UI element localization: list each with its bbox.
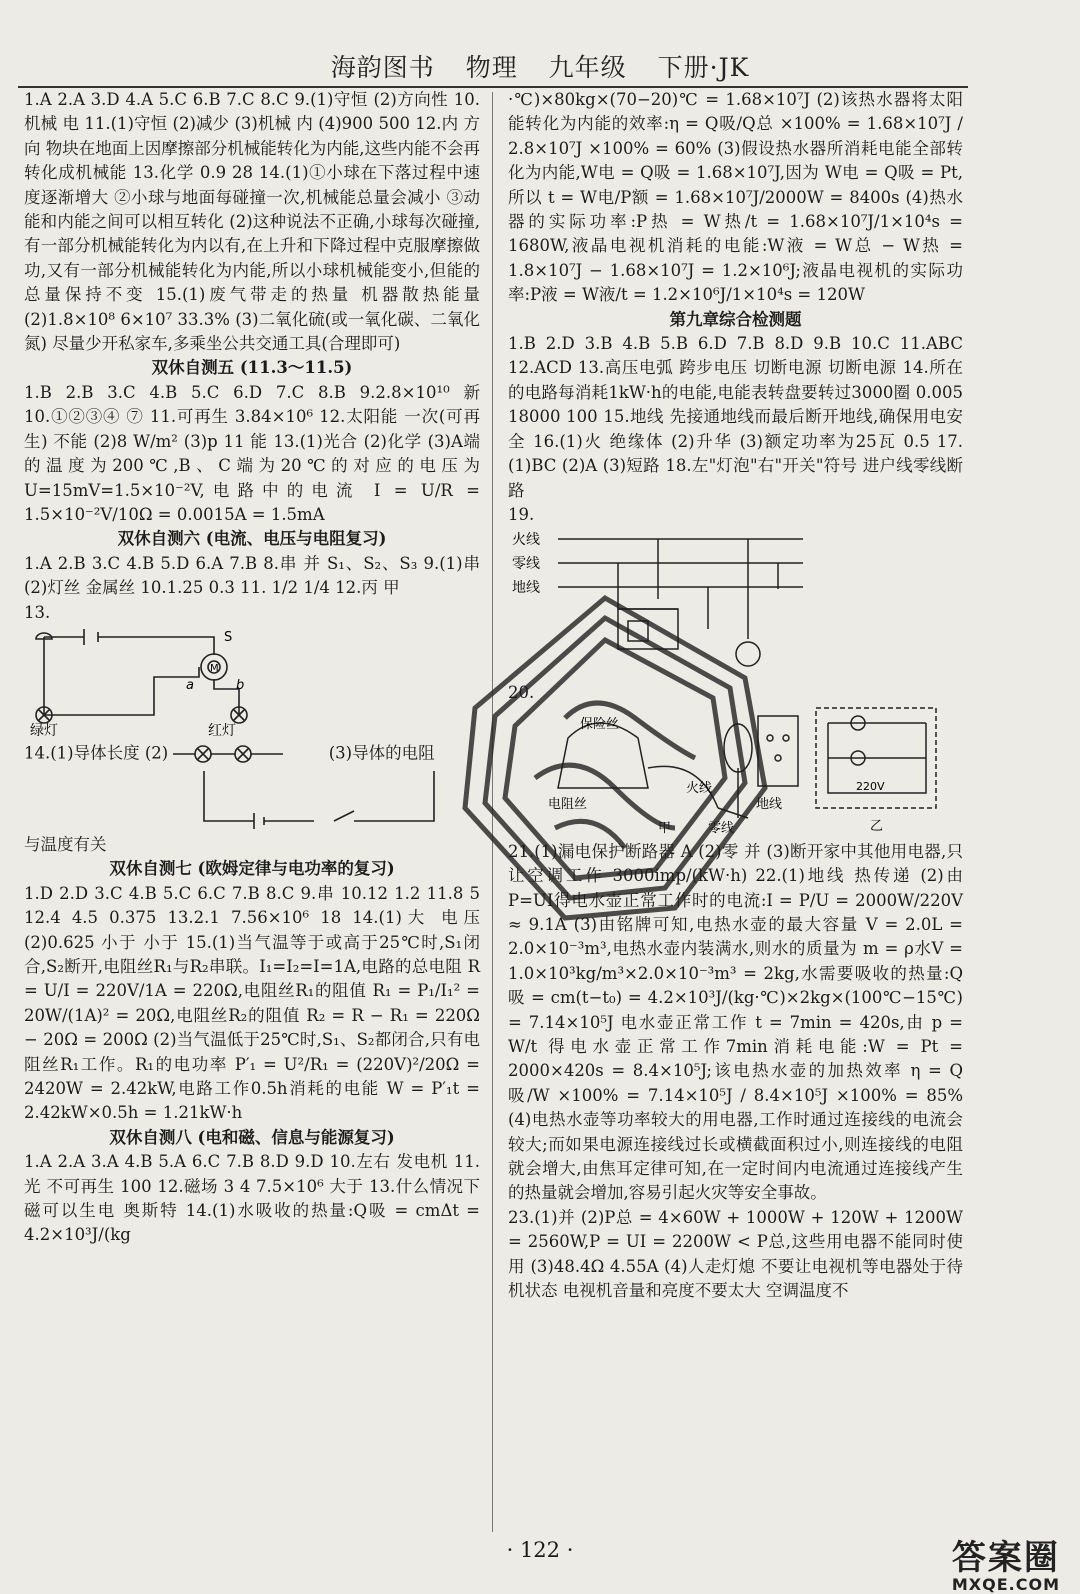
fig13-a: a: [186, 677, 194, 693]
section-title-6: 双休自测六 (电流、电压与电阻复习): [117, 529, 387, 549]
answers-block-2: 1.B 2.B 3.C 4.B 5.C 6.D 7.C 8.B 9.2.8×10¹⁰ 新 10.①②③④ ⑦ 11.可再生 3.84×10⁶ 12.太阳能 一次(可再生) 不能 (2)8 W/m² (3)p 11 能 13.(1)光合 (2)化学 (3)A端的温度为200℃,B、C端为20℃的对应的电压为U=15mV=1.5×10⁻²V,电路中的电流 I = U/R = 1.5×10⁻²V/10Ω = 0.0015A = 1.5mA: [24, 382, 480, 524]
fig20-yi: 乙: [870, 818, 884, 834]
fig19-neutral: 零线: [512, 556, 540, 573]
fig13-b: b: [236, 677, 245, 693]
answers-block-1: 1.A 2.A 3.D 4.A 5.C 6.B 7.C 8.C 9.(1)守恒 (2)方向性 10.机械 电 11.(1)守恒 (2)减少 (3)机械 内 (4)900 500 12.内 方向 物块在地面上因摩擦部分机械能转化为内能,这些内能不会再转化成机械能 13.化学 0.9 28 14.(1)①小球在下落过程中速度逐渐增大 ②小球与地面每碰撞一次,机械能总量会减小 ③动能和内能之间可以相互转化 (2)这种说法不正确,小球每次碰撞,有一部分机械能转化为内以有,在上升和下降过程中克服摩擦做功,又有一部分机械能转化为内能,所以小球机械能变小,但能的总量保持不变 15.(1)废气带走的热量 机器散热能量 (2)1.8×10⁸ 6×10⁷ 33.3% (3)二氧化硫(或一氧化碳、二氧化氮) 尽量少开私家车,多乘坐公共交通工具(合理即可): [24, 90, 480, 354]
question-13-label: 13.: [24, 602, 51, 622]
answers-block-r2: 1.B 2.D 3.B 4.B 5.B 6.D 7.B 8.D 9.B 10.C 11.ABC 12.ACD 13.高压电弧 跨步电压 切断电源 切断电源 14.所在的电路每消耗1kW·h的电能,电能表转盘要转过3000圈 0.005 18000 100 15.地线 先接通地线而最后断开地线,确保用电安全 16.(1)火 绝缘体 (2)升华 (3)额定功率为25瓦 0.5 17.(1)BC (2)A (3)短路 18.左"灯泡"右"开关"符号 进户线零线断路: [508, 334, 963, 500]
fig20-live: 火线: [686, 780, 713, 796]
section-title-7: 双休自测七 (欧姆定律与电功率的复习): [109, 859, 395, 879]
seal-stamp-icon: [445, 588, 775, 928]
section-title-9: 第九章综合检测题: [669, 309, 802, 329]
fig20-jia: 甲: [658, 820, 672, 836]
question-19-label: 19.: [508, 504, 535, 524]
fig20-neutral: 零线: [708, 820, 735, 836]
fig20-ground: 地线: [756, 796, 783, 812]
watermark-site: MXQE.COM: [951, 1575, 1060, 1594]
page-header: [0, 48, 1080, 84]
circuit-figure-14-bottom: [174, 771, 474, 831]
volume: 下册·JK: [657, 53, 750, 82]
fig13-s: S: [224, 629, 233, 645]
question-20-label: 20.: [508, 683, 535, 703]
subject: 物理: [465, 53, 518, 82]
watermark: [952, 1530, 1060, 1594]
answers-block-r1: ·℃)×80kg×(70−20)℃ = 1.68×10⁷J (2)该热水器将太阳能转化为内能的效率:η = Q吸/Q总 ×100% = 1.68×10⁷J / 2.8×10⁷J ×100% = 60% (3)假设热水器所消耗电能全部转化为内能,W电 = Q吸 = 1.68×10⁷J,因为 W电 = Q吸 = Pt,所以 t = W电/P额 = 1.68×10⁷J/2000W = 8400s (4)热水器的实际功率:P热 = W热/t = 1.68×10⁷J/1×10⁴s = 1680W,液晶电视机消耗的电能:W液 = W总 − W热 = 1.8×10⁷J − 1.68×10⁷J = 1.2×10⁶J;液晶电视机的实际功率:P液 = W液/t = 1.2×10⁶J/1×10⁴s = 120W: [508, 90, 963, 305]
answers-block-r4: 23.(1)并 (2)P总 = 4×60W + 1000W + 120W + 1200W = 2560W,P = UI = 2200W < P总,这些用电器不能同时使用 (3)48.4Ω 4.55A (4)人走灯熄 不要让电视机等电器处于待机状态 电视机音量和亮度不要太大 空调温度不: [508, 1207, 963, 1301]
fig19-ground: 地线: [512, 580, 540, 597]
watermark-main: 答案圈: [951, 1538, 1060, 1578]
fig20-res: 电阻丝: [548, 796, 588, 812]
fig20-volt: 220V: [856, 779, 885, 793]
grade: 九年级: [548, 53, 627, 82]
q14-b: (3)导体的电阻: [328, 743, 435, 763]
circuit-figure-13: [24, 627, 264, 737]
question-14-line: [24, 739, 480, 769]
fig20-fuse: 保险丝: [580, 716, 620, 732]
section-title-8: 双休自测八 (电和磁、信息与能源复习): [109, 1127, 395, 1147]
answers-block-4: 1.D 2.D 3.C 4.B 5.C 6.C 7.B 8.C 9.串 10.12 1.2 11.8 5 12.4 4.5 0.375 13.2.1 7.56×10⁶ 18 14.(1)大 电压 (2)0.625 小于 小于 15.(1)当气温等于或高于25℃时,S₁闭合,S₂断开,电阻丝R₁与R₂串联。I₁=I₂=I=1A,电路的总电阻 R = U/I = 220V/1A = 220Ω,电阻丝R₁的阻值 R₁ = P₁/I₁² = 20W/(1A)² = 20Ω,电阻丝R₂的阻值 R₂ = R − R₁ = 220Ω − 20Ω = 200Ω (2)当气温低于25℃时,S₁、S₂都闭合,只有电阻丝R₁工作。R₁的电功率 P′₁ = U²/R₁ = (220V)²/20Ω = 2420W = 2.42kW,电路工作0.5h消耗的电能 W = P′₁t = 2.42kW×0.5h = 1.21kW·h: [24, 883, 480, 1123]
fig13-red: 红灯: [208, 722, 236, 739]
fig13-green: 绿灯: [30, 722, 58, 739]
fig13-m: M: [210, 662, 219, 674]
answers-block-5: 1.A 2.A 3.A 4.B 5.A 6.C 7.B 8.D 9.D 10.左右 发电机 11.光 不可再生 100 12.磁场 3 4 7.5×10⁶ 大于 13.什么情况下磁可以生电 奥斯特 14.(1)水吸收的热量:Q吸 = cmΔt = 4.2×10³J/(kg: [24, 1152, 480, 1245]
fig19-live: 火线: [512, 532, 540, 549]
page-number: · 122 ·: [506, 1538, 574, 1562]
answers-block-3: 1.A 2.B 3.C 4.B 5.D 6.A 7.B 8.串 并 S₁、S₂、S₃ 9.(1)串 (2)灯丝 金属丝 10.1.25 0.3 11. 1/2 1/4 12.丙 甲: [24, 553, 480, 598]
q14-a: 14.(1)导体长度 (2): [24, 743, 169, 763]
section-title-5: 双休自测五 (11.3～11.5): [151, 358, 353, 378]
brand: 海韵图书: [330, 53, 435, 82]
answers-block-r3: 21.(1)漏电保护断路器 A (2)零 并 (3)断开家中其他用电器,只让空调工作 3000imp/(kW·h) 22.(1)地线 热传递 (2)由P=UI得电水壶正常工作时的电流:I = P/U = 2000W/220V ≈ 9.1A (3)由铭牌可知,电热水壶的最大容量 V = 2.0L = 2.0×10⁻³m³,电热水壶内装满水,则水的质量为 m = ρ水V = 1.0×10³kg/m³×2.0×10⁻³m³ = 2kg,水需要吸收的热量:Q吸 = cm(t−t₀) = 4.2×10³J/(kg·℃)×2kg×(100℃−15℃) = 7.14×10⁵J 电水壶正常工作 t = 7min = 420s,由 p = W/t 得电水壶正常工作7min消耗电能:W = Pt = 2000×420s = 8.4×10⁵J;该电热水壶的加热效率 η = Q吸/W ×100% = 7.14×10⁵J / 8.4×10⁵J ×100% = 85% (4)电热水壶等功率较大的用电器,工作时通过连接线的电流会较大;而如果电源连接线过长或横截面积过小,则连接线的电阻就会增大,由焦耳定律可知,在一定时间内电流通过连接线产生的热量就会增加,容易引起火灾等安全事故。: [508, 841, 963, 1203]
circuit-figure-14: [173, 739, 323, 769]
q14-c: 与温度有关: [24, 834, 107, 854]
left-column: [24, 88, 480, 1248]
